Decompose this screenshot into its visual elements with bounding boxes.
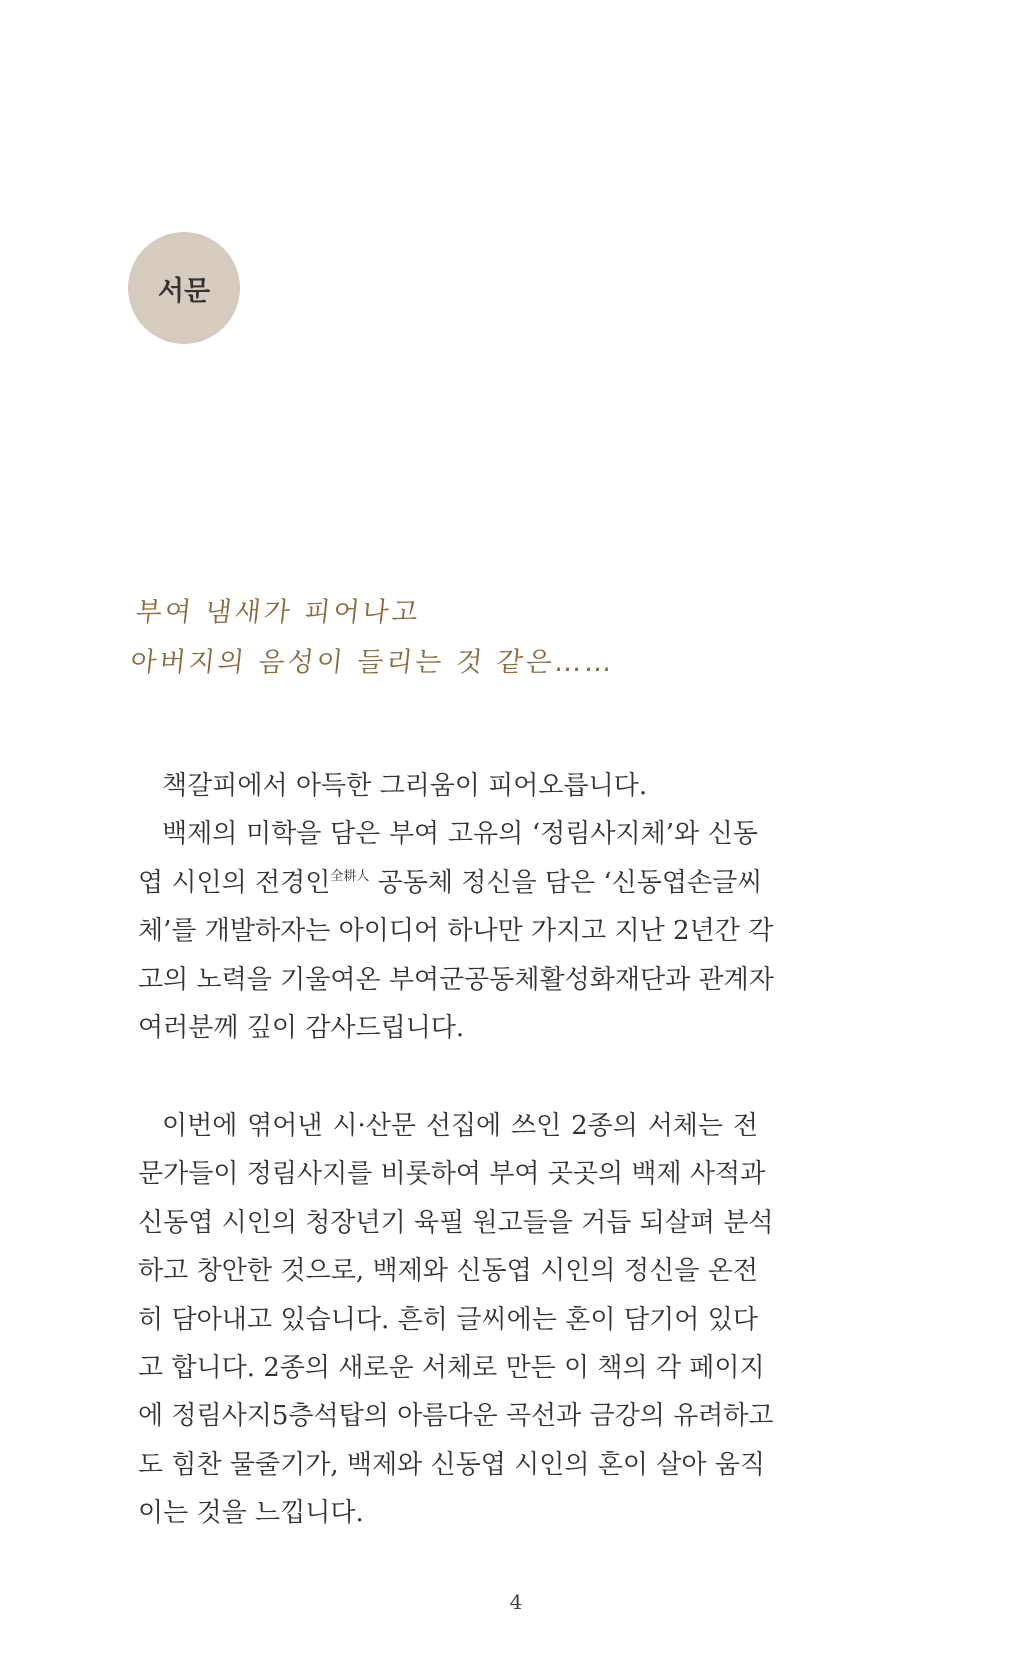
text-line: 책갈피에서 아득한 그리움이 피어오릅니다. — [162, 771, 648, 801]
section-heading-badge — [128, 232, 240, 344]
text-line: 히 담아내고 있습니다. 흔히 글씨에는 혼이 담기어 있다 — [138, 1304, 758, 1335]
text-line: 여러분께 깊이 감사드립니다. — [138, 1012, 465, 1043]
page-number: 4 — [509, 1590, 523, 1614]
section-heading: 서문 — [157, 275, 211, 307]
text-line: 백제의 미학을 담은 부여 고유의 ‘정림사지체’와 신동 — [162, 819, 758, 850]
text-line: 고 합니다. 2종의 새로운 서체로 만든 이 책의 각 페이지 — [138, 1352, 765, 1383]
epigraph-line: 아버지의 음성이 들리는 것 같은…… — [128, 647, 617, 678]
text-line: 신동엽 시인의 청장년기 육필 원고들을 거듭 되살펴 분석 — [138, 1207, 774, 1238]
paragraph-typefaces — [138, 1102, 774, 1538]
text-line: 체’를 개발하자는 아이디어 하나만 가지고 지난 2년간 각 — [138, 916, 774, 947]
text-line: 에 정림사지5층석탑의 아름다운 곡선과 금강의 유려하고 — [138, 1401, 774, 1432]
paragraph-acknowledgement — [138, 762, 774, 1052]
epigraph-line: 부여 냄새가 피어나고 — [134, 597, 423, 628]
text-line: 도 힘찬 물줄기가, 백제와 신동엽 시인의 혼이 살아 움직 — [138, 1449, 765, 1480]
text-line: 이번에 엮어낸 시·산문 선집에 쓰인 2종의 서체는 전 — [162, 1111, 758, 1141]
text-line: 하고 창안한 것으로, 백제와 신동엽 시인의 정신을 온전 — [138, 1256, 758, 1287]
hanja-superscript: 全耕人 — [330, 868, 370, 884]
text-line-with-superscript — [138, 859, 763, 907]
text-line: 고의 노력을 기울여온 부여군공동체활성화재단과 관계자 — [138, 964, 774, 995]
text-line: 문가들이 정림사지를 비롯하여 부여 곳곳의 백제 사적과 — [138, 1159, 766, 1190]
text-line: 이는 것을 느낍니다. — [138, 1498, 364, 1529]
text-segment: 공동체 정신을 담은 ‘신동엽손글씨 — [369, 867, 763, 898]
epigraph — [128, 588, 899, 688]
text-segment: 엽 시인의 전경인 — [138, 867, 331, 898]
